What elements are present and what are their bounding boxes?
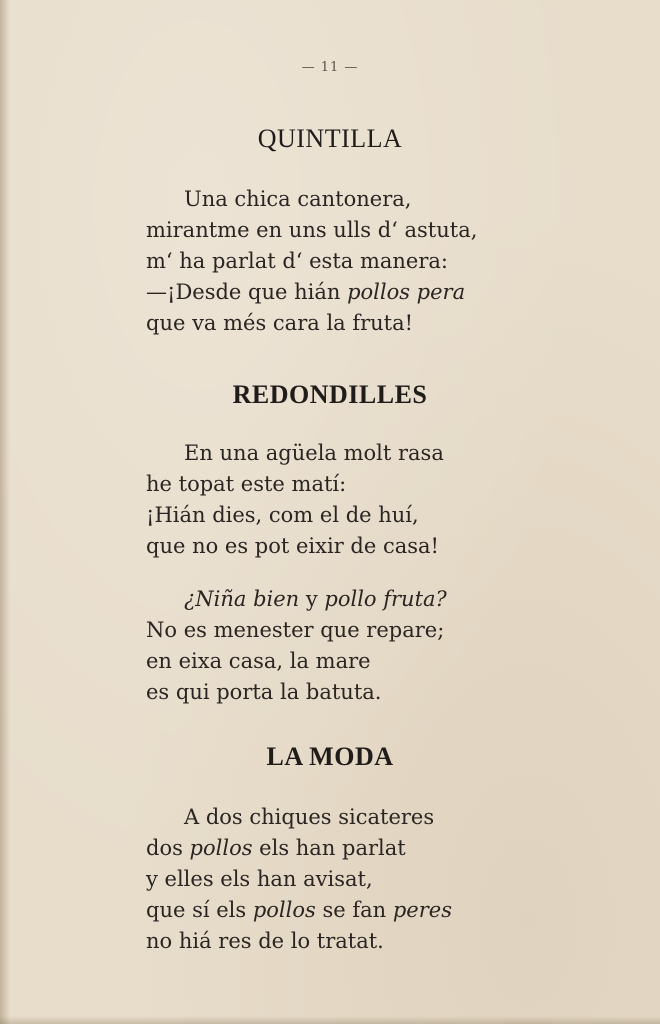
italic-word: pollos bbox=[189, 836, 253, 860]
poem-line: que va més cara la fruta! bbox=[146, 311, 414, 335]
poem-line: he topat este matí: bbox=[146, 472, 347, 496]
line-part: —¡Desde que hián bbox=[146, 280, 348, 304]
poem-line: A dos chiques sicateres bbox=[184, 805, 435, 829]
italic-word: peres bbox=[392, 898, 452, 922]
line-part: se fan bbox=[315, 898, 393, 922]
poem-line: mirantme en uns ulls d‘ astuta, bbox=[146, 218, 478, 242]
poem-line: es qui porta la batuta. bbox=[146, 680, 382, 704]
poem-line: Una chica cantonera, bbox=[184, 187, 412, 211]
poem-line bbox=[146, 584, 546, 615]
line-part: dos bbox=[146, 836, 190, 860]
section-title-la-moda: LA MODA bbox=[266, 742, 394, 771]
stanza-la-moda bbox=[146, 802, 546, 957]
poem-line: ¡Hián dies, com el de huí, bbox=[146, 503, 419, 527]
italic-word: pollos bbox=[252, 898, 316, 922]
poem-line: que no es pot eixir de casa! bbox=[146, 534, 439, 558]
poem-line: y elles els han avisat, bbox=[146, 867, 373, 891]
section-title-quintilla: QUINTILLA bbox=[257, 124, 403, 153]
italic-phrase: ¿Niña bien bbox=[184, 587, 300, 611]
line-part: que sí els bbox=[146, 898, 253, 922]
italic-phrase: pollo fruta? bbox=[324, 587, 447, 611]
poem-line bbox=[146, 833, 546, 864]
poem-line: no hiá res de lo tratat. bbox=[146, 929, 384, 953]
section-title-redondilles: REDONDILLES bbox=[232, 380, 428, 409]
stanza-quintilla bbox=[146, 184, 546, 339]
poem-line: m‘ ha parlat d‘ esta manera: bbox=[146, 249, 448, 273]
stanza-redondilles-2 bbox=[146, 584, 546, 708]
page-bottom-edge bbox=[0, 1016, 660, 1024]
poem-line: En una agüela molt rasa bbox=[184, 441, 444, 465]
page-number: — 11 — bbox=[301, 60, 359, 75]
poem-line: No es menester que repare; bbox=[146, 618, 445, 642]
italic-word: pollos pera bbox=[347, 280, 466, 304]
line-part: els han parlat bbox=[252, 836, 406, 860]
poem-line: en eixa casa, la mare bbox=[146, 649, 371, 673]
poem-line bbox=[146, 895, 546, 926]
stanza-redondilles-1 bbox=[146, 438, 546, 562]
poem-line bbox=[146, 277, 546, 308]
line-part: y bbox=[299, 587, 325, 611]
